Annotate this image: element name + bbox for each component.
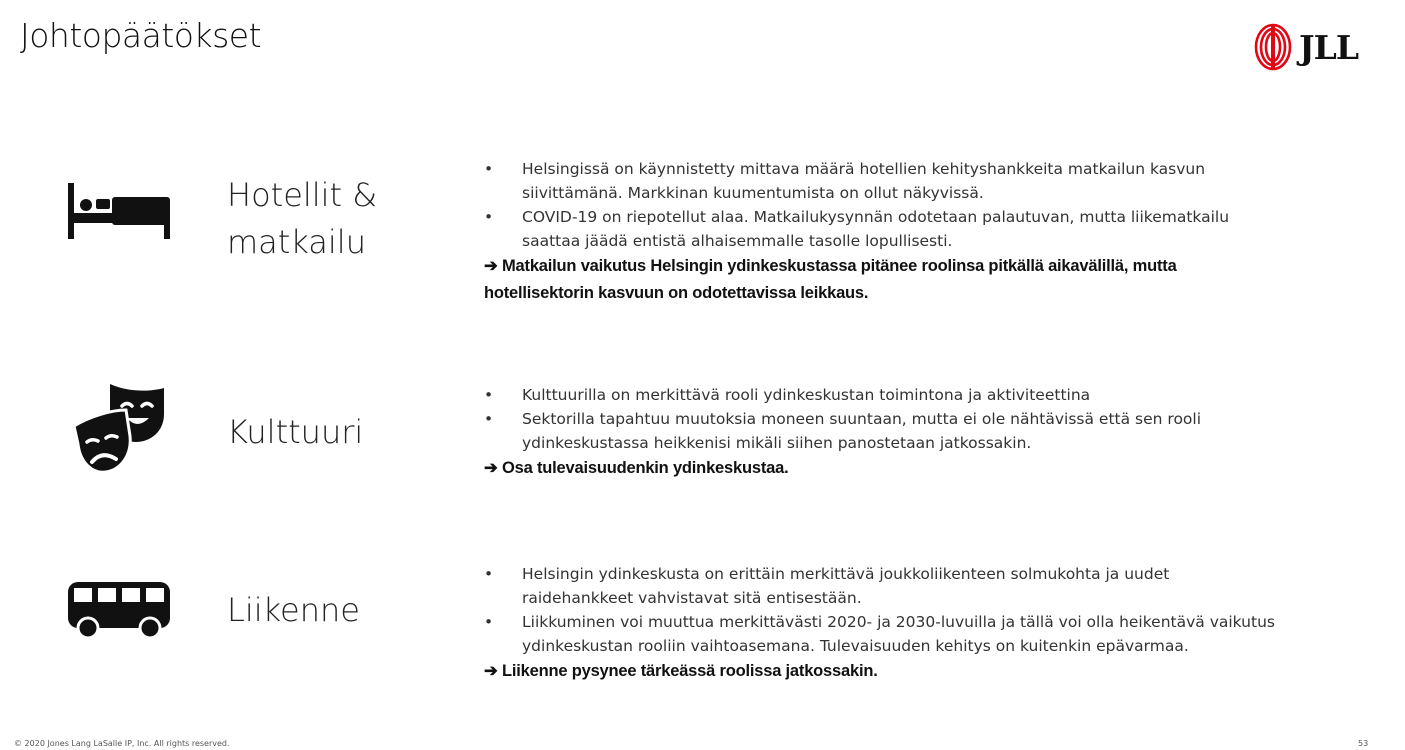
section-label xyxy=(227,172,377,266)
bullet-line: Kulttuurilla on merkittävä rooli ydinkeskustan toimintona ja aktiviteettina xyxy=(522,386,1091,404)
page-number: 53 xyxy=(1358,739,1369,748)
section-label xyxy=(227,587,360,634)
section-label-line: Kulttuuri xyxy=(227,413,364,451)
section-text xyxy=(484,157,1364,307)
bullet-dot: • xyxy=(484,565,494,583)
section-label-line: matkailu xyxy=(227,223,366,261)
theater-masks-icon xyxy=(72,380,168,480)
conclusion-line: ➔ Liikenne pysynee tärkeässä roolissa jatkossakin. xyxy=(484,662,878,680)
conclusion-line: hotellisektorin kasvuun on odotettavissa leikkaus. xyxy=(484,284,869,302)
conclusion xyxy=(484,658,1364,685)
bullet-item xyxy=(484,610,1364,658)
section-text xyxy=(484,383,1364,482)
conclusion xyxy=(484,253,1364,307)
jll-logo-text: JLL xyxy=(1299,27,1359,67)
conclusion-line: ➔ Osa tulevaisuudenkin ydinkeskustaa. xyxy=(484,459,789,477)
bullet-item xyxy=(484,383,1364,407)
bullet-item xyxy=(484,205,1364,253)
bullet-item xyxy=(484,407,1364,455)
conclusion xyxy=(484,455,1364,482)
bullet-dot: • xyxy=(484,208,494,226)
bullet-line: siivittämänä. Markkinan kuumentumista on ollut näkyvissä. xyxy=(522,184,984,202)
section-hotels xyxy=(0,150,1405,320)
bullet-dot: • xyxy=(484,410,494,428)
bullet-line: Helsingin ydinkeskusta on erittäin merkittävä joukkoliikenteen solmukohta ja uudet xyxy=(522,565,1170,583)
copyright-footer: © 2020 Jones Lang LaSalle IP, Inc. All rights reserved. xyxy=(14,739,230,748)
bullet-line: saattaa jäädä entistä alhaisemmalle tasolle lopullisesti. xyxy=(522,232,953,250)
jll-logo xyxy=(1253,20,1373,74)
bullet-dot: • xyxy=(484,613,494,631)
bullet-line: ydinkeskustan rooliin vaihtoasemana. Tulevaisuuden kehitys on kuitenkin epävarmaa. xyxy=(522,637,1189,655)
conclusion-line: ➔ Matkailun vaikutus Helsingin ydinkeskustassa pitänee roolinsa pitkällä aikavälillä, mutta xyxy=(484,257,1177,275)
bus-icon xyxy=(68,582,170,644)
bullet-item xyxy=(484,562,1364,610)
bullet-line: raidehankkeet vahvistavat sitä entisestään. xyxy=(522,589,862,607)
bed-icon xyxy=(68,183,170,243)
section-label-line: Hotellit & xyxy=(227,176,378,214)
section-label-line: Liikenne xyxy=(227,591,360,629)
section-transport xyxy=(0,555,1405,695)
section-culture xyxy=(0,375,1405,495)
bullet-line: ydinkeskustassa heikkenisi mikäli siihen panostetaan jatkossakin. xyxy=(522,434,1032,452)
bullet-line: COVID-19 on riepotellut alaa. Matkailukysynnän odotetaan palautuvan, mutta liikematkailu xyxy=(522,208,1230,226)
bullet-line: Sektorilla tapahtuu muutoksia moneen suuntaan, mutta ei ole nähtävissä että sen rooli xyxy=(522,410,1202,428)
bullet-line: Helsingissä on käynnistetty mittava määrä hotellien kehityshankkeita matkailun kasvun xyxy=(522,160,1206,178)
section-label xyxy=(227,409,363,456)
jll-logo-mark-icon xyxy=(1253,22,1293,72)
section-text xyxy=(484,562,1364,685)
bullet-item xyxy=(484,157,1364,205)
bullet-dot: • xyxy=(484,386,494,404)
bullet-line: Liikkuminen voi muuttua merkittävästi 2020- ja 2030-luvuilla ja tällä voi olla heikentävä vaikutus xyxy=(522,613,1275,631)
bullet-dot: • xyxy=(484,160,494,178)
page-title: Johtopäätökset xyxy=(20,16,262,55)
